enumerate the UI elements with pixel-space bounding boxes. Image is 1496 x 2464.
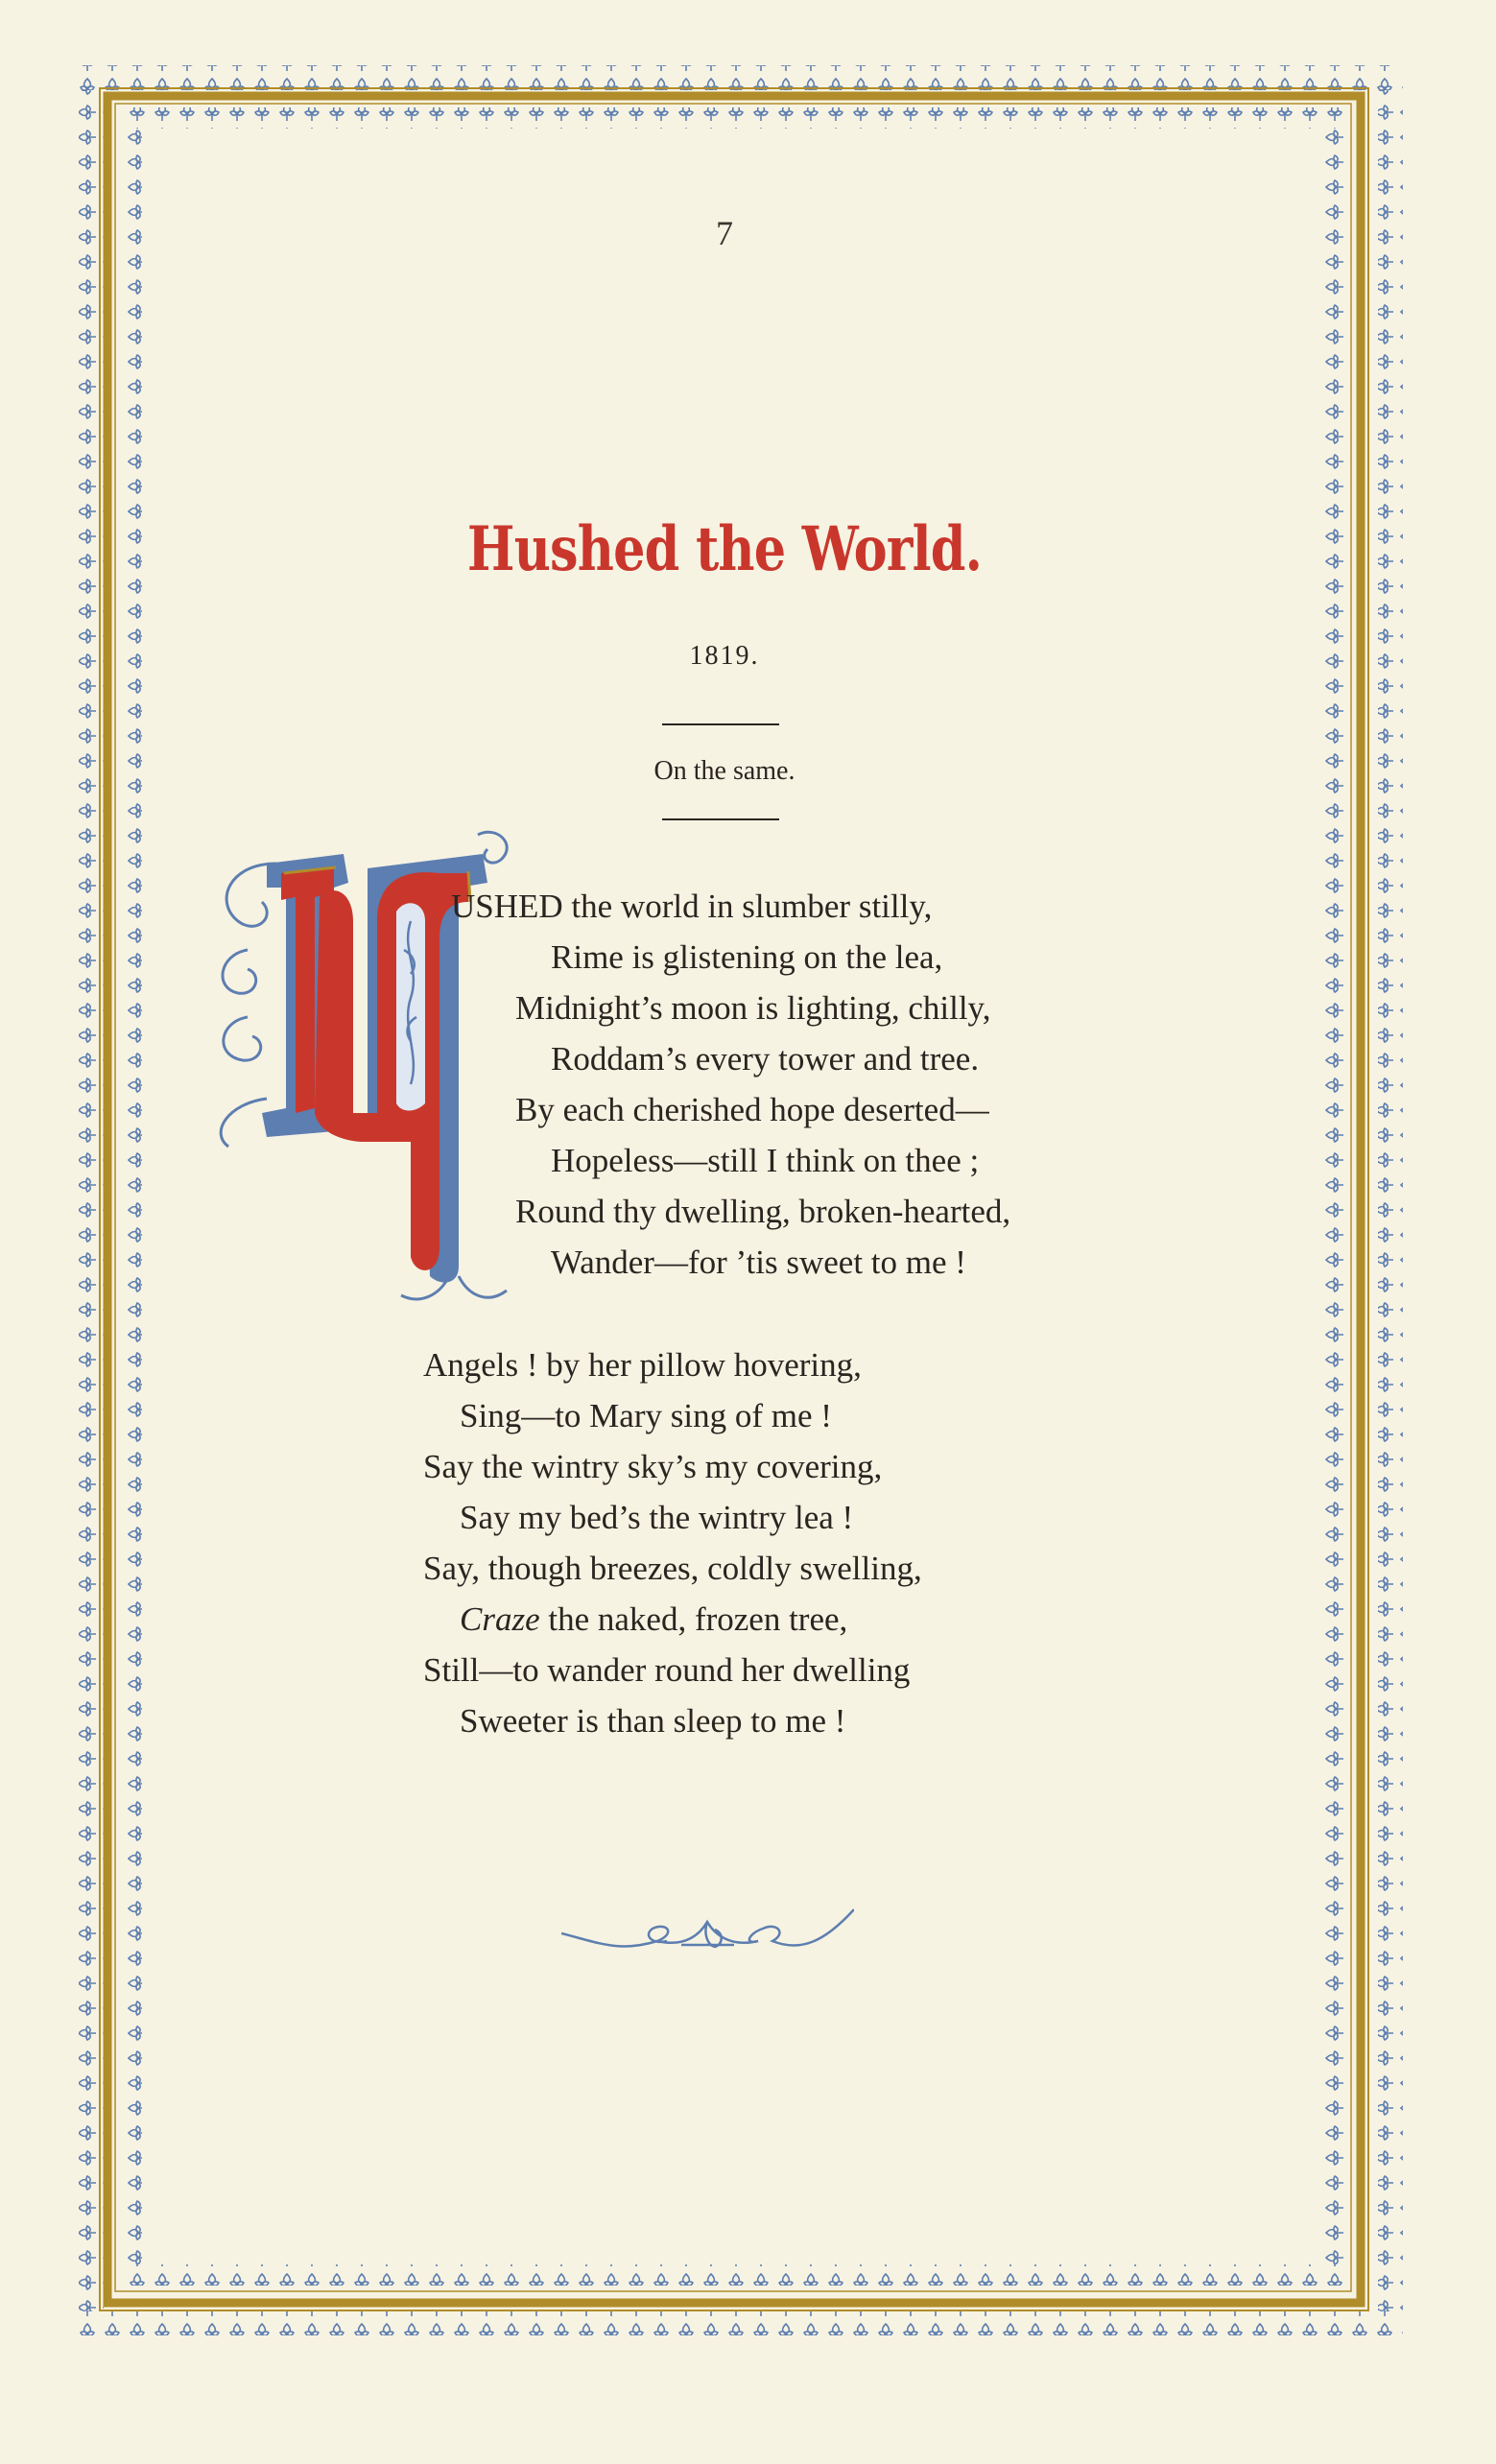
stanza-1-line-3: Midnight’s moon is lighting, chilly, [515, 989, 991, 1027]
stanza-2 [423, 1339, 922, 1746]
poem-year: 1819. [689, 641, 760, 671]
stanza-1-line-2: Rime is glistening on the lea, [551, 938, 943, 976]
stanza-2-line-8: Sweeter is than sleep to me ! [460, 1702, 846, 1740]
stanza-1-line-7: Round thy dwelling, broken-hearted, [515, 1193, 1011, 1230]
stanza-1-line-4: Roddam’s every tower and tree. [551, 1040, 980, 1078]
stanza-1-line-1: USHED the world in slumber stilly, [451, 888, 933, 925]
stanza-2-line-3: Say the wintry sky’s my covering, [423, 1448, 883, 1485]
stanza-1 [451, 881, 1010, 1288]
stanza-1-line-8: Wander—for ’tis sweet to me ! [551, 1244, 966, 1281]
stanza-2-line-4: Say my bed’s the wintry lea ! [460, 1499, 854, 1536]
divider-bottom [662, 818, 779, 820]
stanza-2-line-2: Sing—to Mary sing of me ! [460, 1397, 832, 1434]
stanza-2-line-5: Say, though breezes, coldly swelling, [423, 1550, 922, 1587]
stanza-2-line-6-text: the naked, frozen tree, [548, 1600, 848, 1638]
stanza-2-line-6 [423, 1594, 922, 1645]
poem-subtitle: On the same. [653, 756, 795, 786]
flourish-ornament [561, 1905, 854, 1962]
stanza-1-line-5: By each cherished hope deserted— [515, 1091, 989, 1128]
divider-top [662, 723, 779, 725]
page-number: 7 [716, 214, 733, 252]
stanza-1-line-6: Hopeless—still I think on thee ; [551, 1142, 980, 1179]
italic-word: Craze [460, 1600, 540, 1638]
poem-title: Hushed the World. [466, 513, 983, 585]
stanza-2-line-7: Still—to wander round her dwelling [423, 1651, 911, 1689]
stanza-2-line-1: Angels ! by her pillow hovering, [423, 1346, 862, 1384]
